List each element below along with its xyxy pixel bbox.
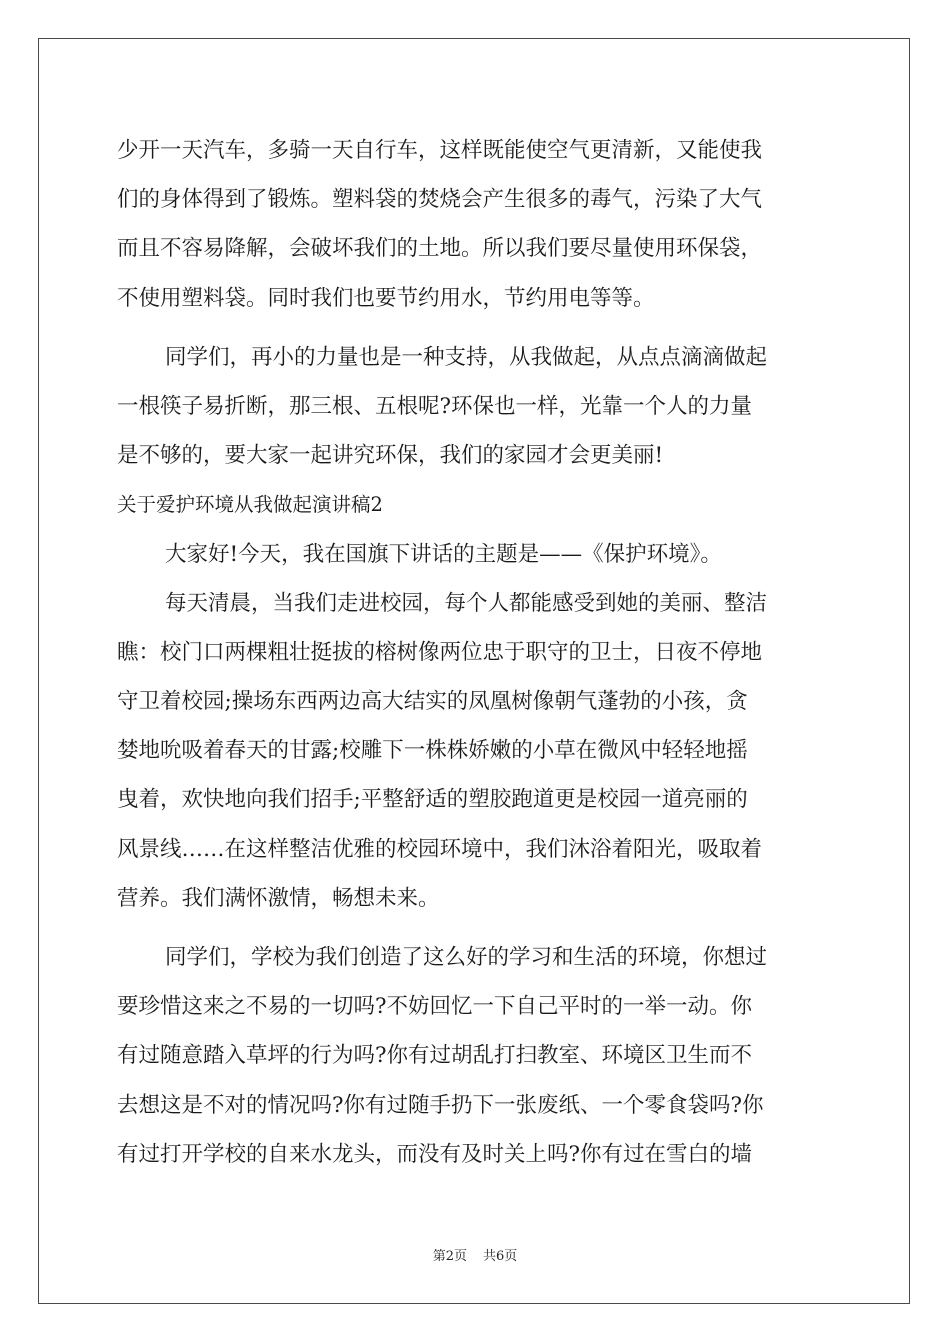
text-line: 瞧：校门口两棵粗壮挺拔的榕树像两位忠于职守的卫士，日夜不停地 — [117, 639, 763, 665]
text-line: 少开一天汽车，多骑一天自行车，这样既能使空气更清新，又能使我 — [117, 138, 763, 163]
paragraph-gap — [117, 328, 833, 338]
text-line: 同学们，再小的力量也是一种支持，从我做起，从点点滴滴做起 — [165, 344, 768, 370]
page-number: 第2页 — [432, 1249, 467, 1264]
text-line: 有过随意踏入草坪的行为吗?你有过胡乱打扫教室、环境区卫生而不 — [117, 1043, 753, 1069]
text-line: 们的身体得到了锻炼。塑料袋的焚烧会产生很多的毒气，污染了大气 — [117, 187, 763, 213]
page-footer — [0, 1245, 950, 1264]
text-line: 不使用塑料袋。同时我们也要节约用水，节约用电等等。 — [117, 285, 655, 311]
text-line: 是不够的，要大家一起讲究环保，我们的家园才会更美丽! — [117, 443, 664, 469]
text-line: 有过打开学校的自来水龙头，而没有及时关上吗?你有过在雪白的墙 — [117, 1141, 753, 1167]
text-line: 一根筷子易折断，那三根、五根呢?环保也一样，光靠一个人的力量 — [117, 393, 753, 419]
text-line: 同学们，学校为我们创造了这么好的学习和生活的环境，你想过 — [165, 945, 768, 970]
text-line: 曳着，欢快地向我们招手;平整舒适的塑胶跑道更是校园一道亮丽的 — [117, 787, 748, 813]
section-heading: 关于爱护环境从我做起演讲稿2 — [117, 493, 383, 517]
document-body — [117, 131, 833, 1184]
text-line: 每天清晨，当我们走进校园，每个人都能感受到她的美丽、整洁 — [165, 590, 768, 616]
text-line: 去想这是不对的情况吗?你有过随手扔下一张废纸、一个零食袋吗?你 — [117, 1092, 764, 1118]
text-line: 风景线……在这样整洁优雅的校园环境中，我们沐浴着阳光，吸取着 — [117, 836, 763, 862]
text-line: 守卫着校园;操场东西两边高大结实的凤凰树像朝气蓬勃的小孩，贪 — [117, 689, 748, 715]
text-line: 大家好!今天，我在国旗下讲话的主题是——《保护环境》。 — [165, 541, 722, 567]
text-line: 要珍惜这来之不易的一切吗?不妨回忆一下自己平时的一举一动。你 — [117, 994, 753, 1020]
text-line: 营养。我们满怀激情，畅想未来。 — [117, 885, 440, 911]
text-line: 婪地吮吸着春天的甘露;校雕下一株株娇嫩的小草在微风中轻轻地摇 — [117, 738, 748, 764]
text-line: 而且不容易降解，会破坏我们的土地。所以我们要尽量使用环保袋， — [117, 236, 763, 262]
page-total: 共6页 — [483, 1249, 518, 1264]
paragraph-gap — [117, 928, 833, 938]
